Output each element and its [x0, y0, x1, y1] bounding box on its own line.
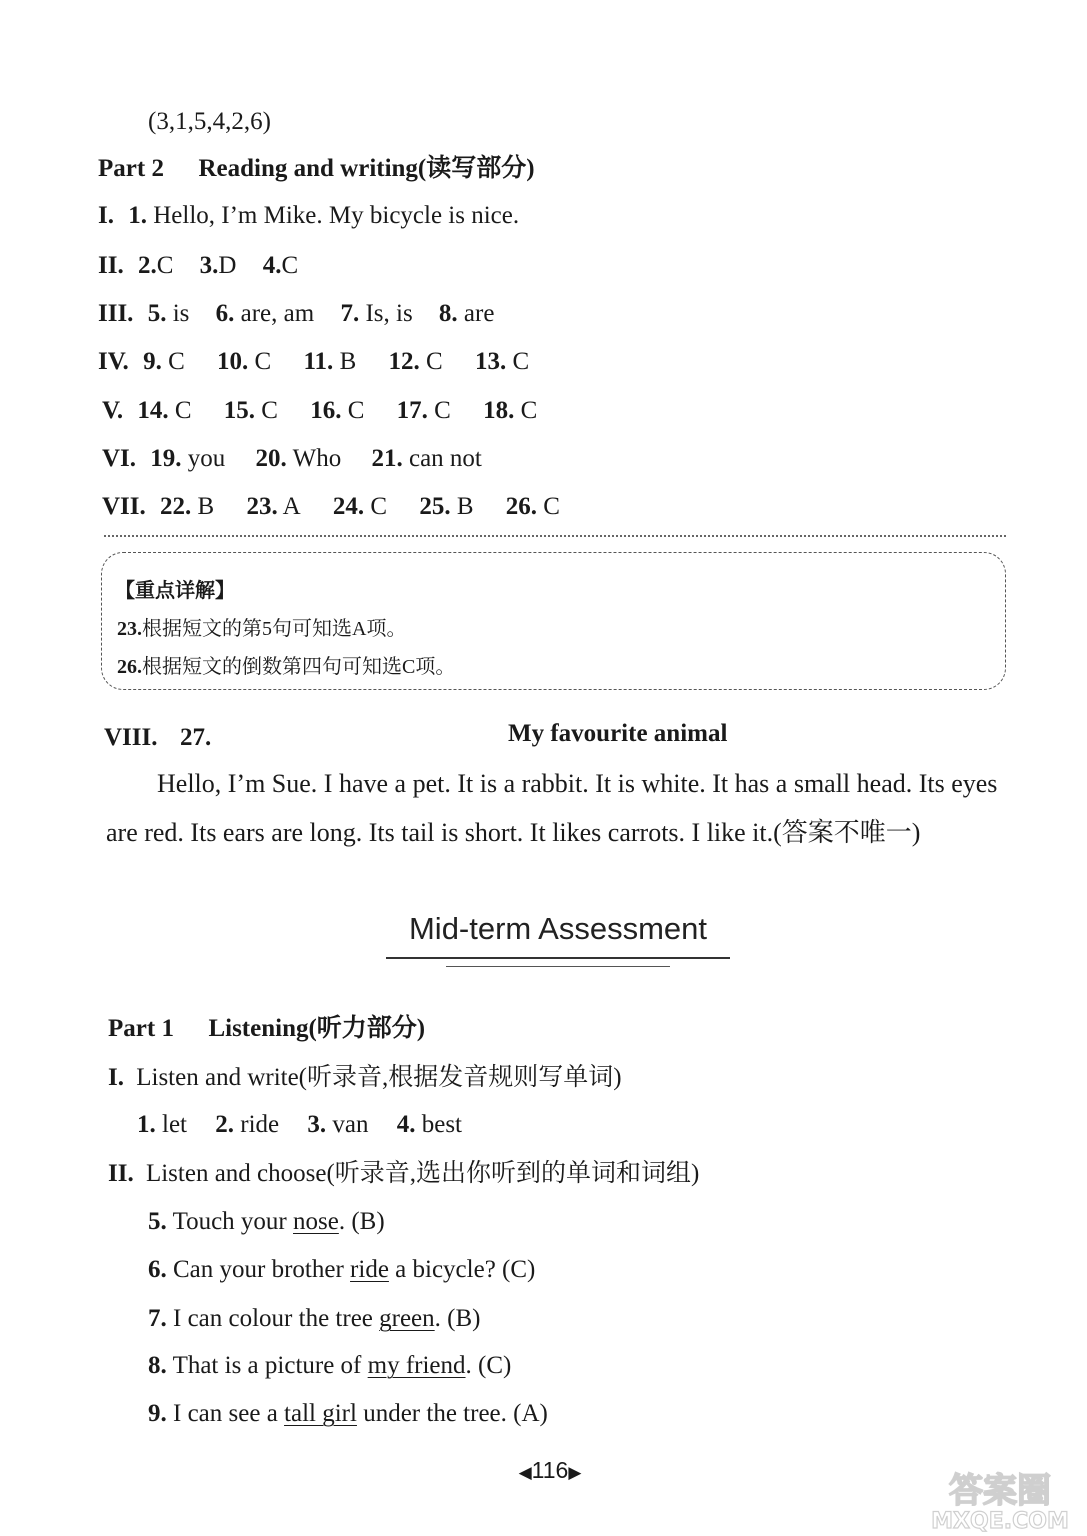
midterm-title: Mid-term Assessment: [408, 911, 707, 946]
answer-row-VII: VII. 22. B 23. A 24. C 25. B 26. C: [102, 493, 560, 520]
watermark-top-text: 答案圈: [949, 1471, 1051, 1511]
triangle-left-icon: ◀: [518, 1463, 532, 1482]
part1-heading: Part 1 Listening(听力部分): [108, 1015, 426, 1042]
key-points-title: 【重点详解】: [115, 580, 235, 602]
dotted-separator: [104, 535, 1006, 537]
part2-heading: [98, 154, 535, 184]
listening-item-8: 8. That is a picture of my friend. (C): [148, 1352, 512, 1379]
listening-item-7: 7. I can colour the tree green. (B): [148, 1305, 481, 1332]
answer-row-III: III. 5. is 6. are, am 7. Is, is 8. are: [98, 300, 495, 327]
essay-title: My favourite animal: [508, 720, 728, 747]
watermark-logo: [920, 1464, 1080, 1534]
listening-section-I: I. Listen and write(听录音,根据发音规则写单词): [108, 1064, 622, 1091]
listening-answers-1-4: 1. let 2. ride 3. van 4. best: [137, 1111, 463, 1138]
part2-label: Part 2: [98, 155, 164, 182]
answer-row-VI: VI. 19. you 20. Who 21. can not: [102, 445, 482, 472]
watermark-bottom-text: MXQE.COM: [931, 1509, 1069, 1534]
answer-row-II: II. 2.C 3.D 4.C: [98, 252, 299, 279]
listening-item-6: 6. Can your brother ride a bicycle? (C): [148, 1256, 536, 1283]
listening-item-5: 5. Touch your nose. (B): [148, 1208, 385, 1235]
title-rule-thick: [386, 957, 730, 959]
answer-row-IV: IV. 9. C 10. C 11. B 12. C 13. C: [98, 348, 530, 375]
section8-label: VIII. 27.: [104, 724, 212, 751]
answer-sequence: (3,1,5,4,2,6): [148, 108, 271, 135]
answer-row-I: I. 1. Hello, I’m Mike. My bicycle is nice.: [98, 202, 520, 229]
essay-line-2: are red. Its ears are long. Its tail is short. It likes carrots. I like it.(答案不唯一): [106, 818, 921, 847]
key-point-26: 26.根据短文的倒数第四句可知选C项。: [117, 656, 456, 678]
listening-section-II: II. Listen and choose(听录音,选出你听到的单词和词组): [108, 1160, 700, 1187]
listening-item-9: 9. I can see a tall girl under the tree. (A): [148, 1400, 548, 1427]
page-number: ◀116▶: [518, 1457, 582, 1483]
essay-line-1: Hello, I’m Sue. I have a pet. It is a rabbit. It is white. It has a small head. Its eyes: [157, 769, 998, 798]
part2-title: Reading and writing(读写部分): [198, 155, 535, 182]
title-rule-thin: [446, 966, 670, 967]
key-point-23: 23.根据短文的第5句可知选A项。: [117, 618, 407, 640]
answer-row-V: V. 14. C 15. C 16. C 17. C 18. C: [102, 397, 538, 424]
triangle-right-icon: ▶: [568, 1463, 582, 1482]
